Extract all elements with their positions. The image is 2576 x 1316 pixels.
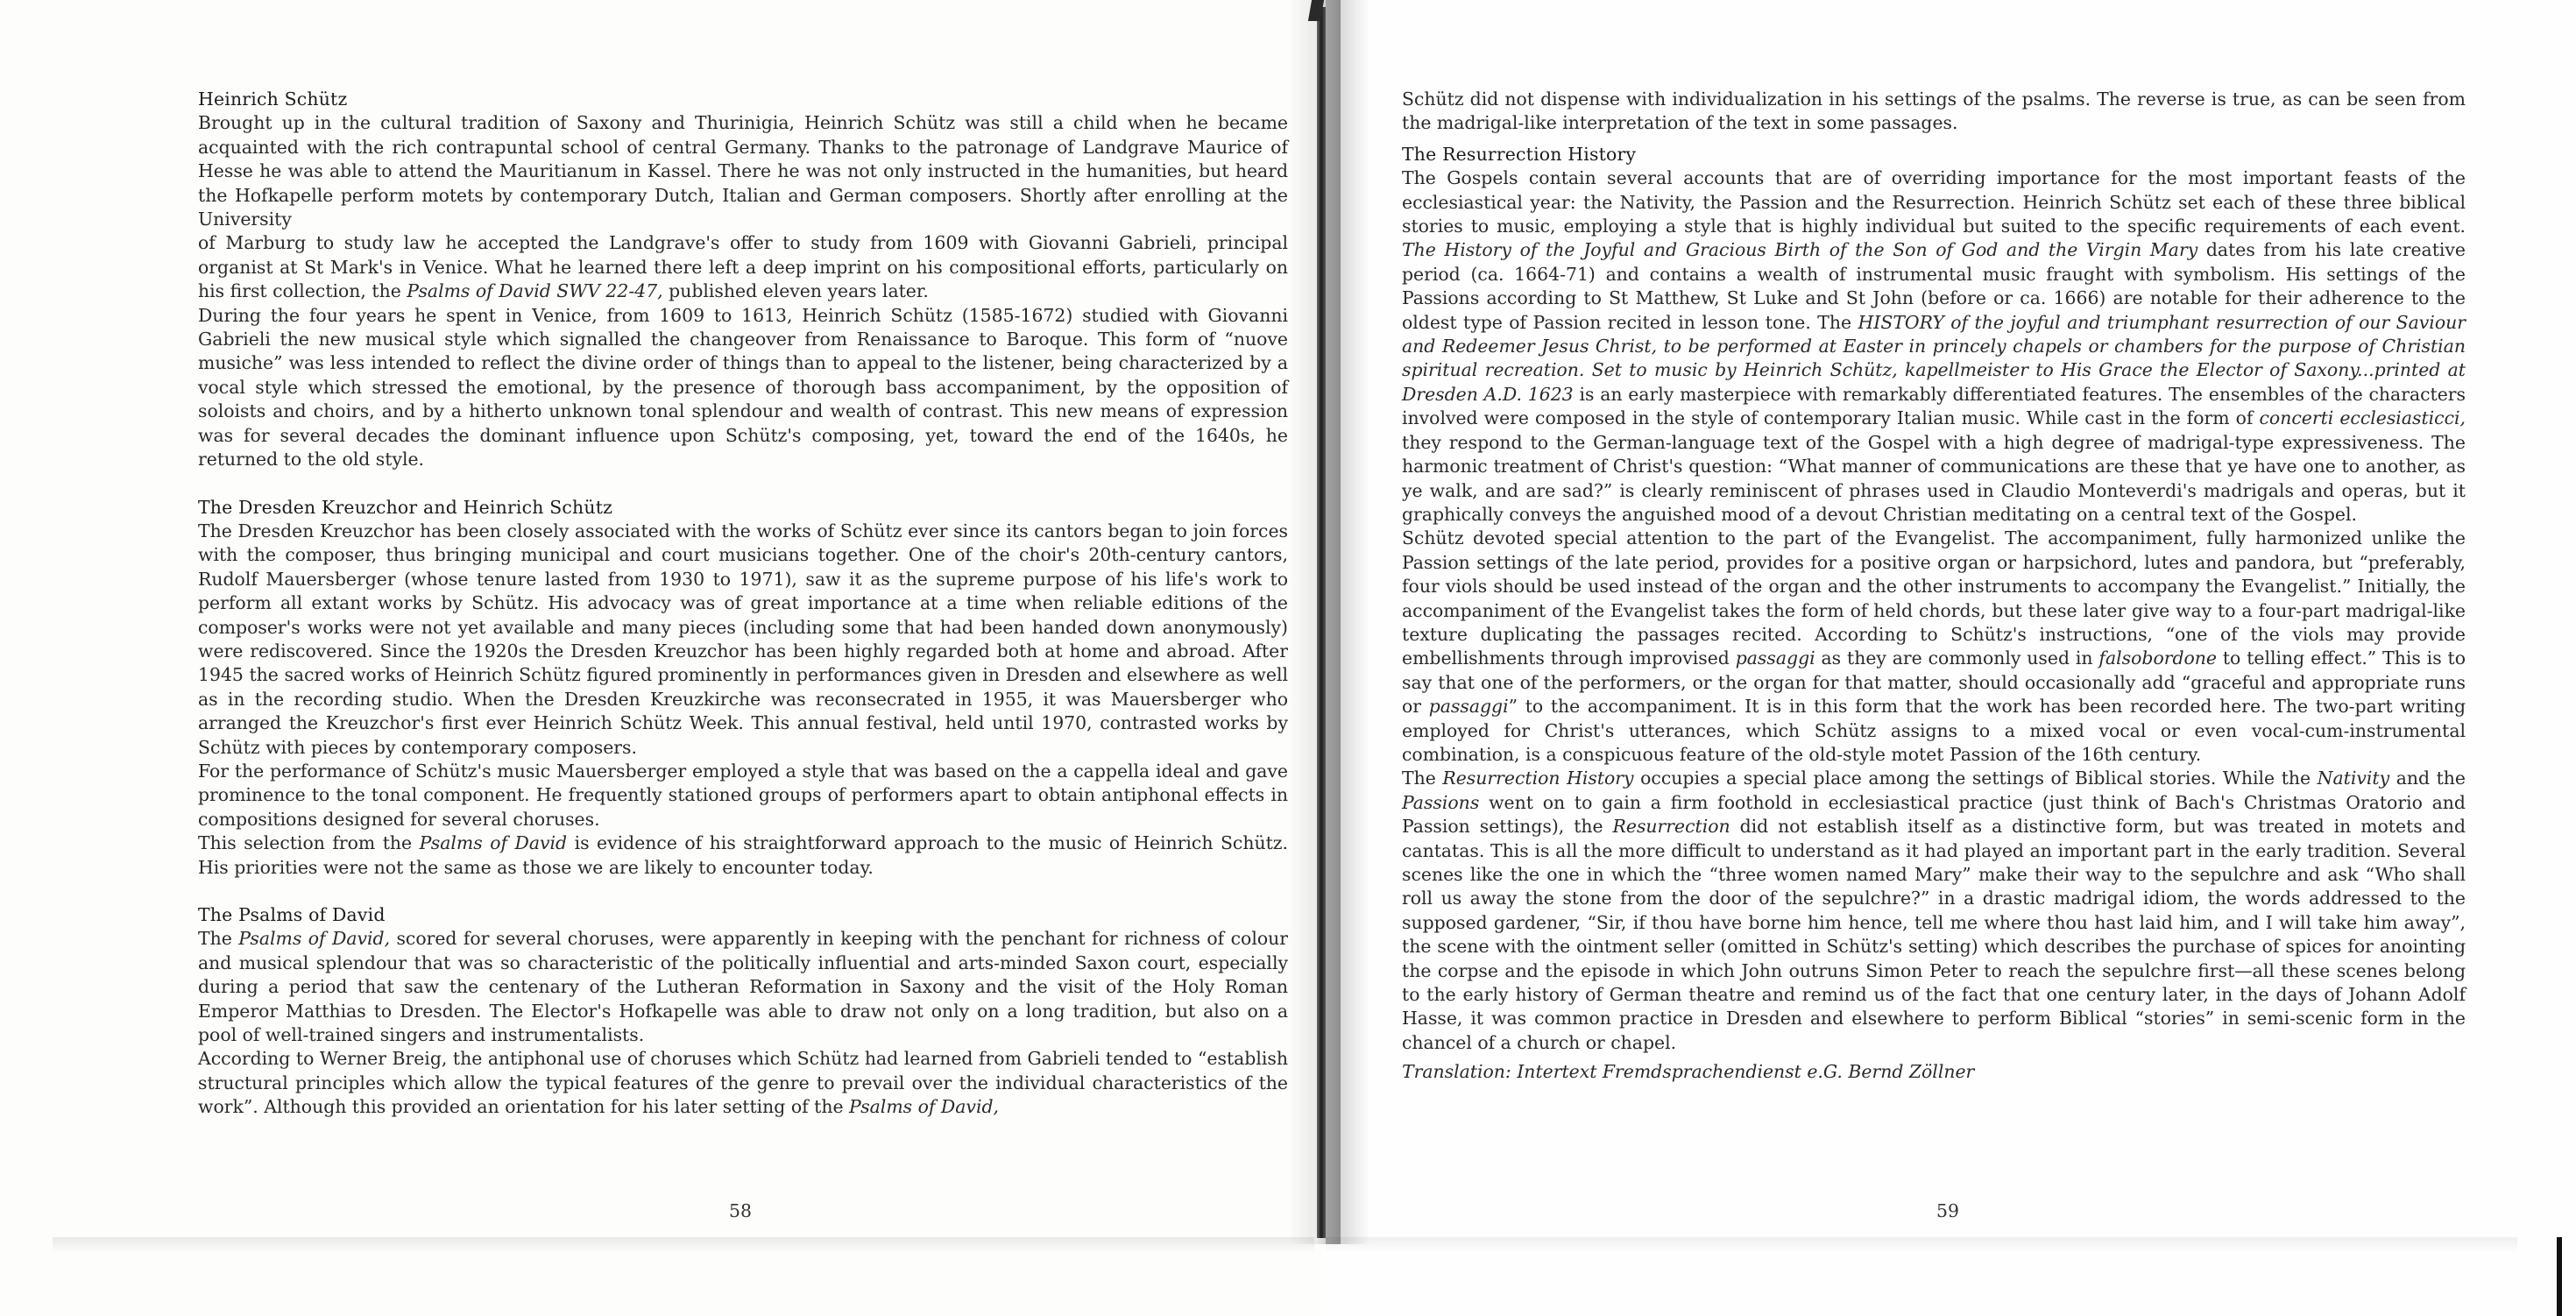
left-text-column — [198, 88, 1288, 1120]
heading-heinrich-schutz: Heinrich Schütz — [198, 88, 348, 110]
paragraph: For the performance of Schütz's music Mauersberger employed a style that was based on the a cappella ideal and gave prominence to the tonal component. He frequently stationed groups of performers apart to obtain antiphonal effects in compositions designed for several choruses. — [198, 760, 1288, 830]
paragraph: Schütz did not dispense with individualization in his settings of the psalms. The reverse is true, as can be seen from the madrigal-like interpretation of the text in some passages. — [1402, 88, 2466, 134]
paragraph: According to Werner Breig, the antiphonal use of choruses which Schütz had learned from Gabrieli tended to “establish structural principles which allow the typical features of the genre to prevail over the individual characteristics of the work”. Although this provided an orientation for his later setting of the Psalms of David, — [198, 1048, 1288, 1118]
right-page — [1321, 0, 2576, 1316]
right-text-column — [1402, 88, 2466, 1085]
book-spine — [1317, 7, 1326, 1238]
heading-dresden-kreuzchor: The Dresden Kreuzchor and Heinrich Schütz — [198, 496, 613, 518]
page-edge-left — [53, 1237, 1314, 1253]
page-number-right: 59 — [1936, 1200, 1959, 1221]
page-edge-right — [1326, 1237, 2517, 1253]
page-number-left: 58 — [729, 1200, 752, 1221]
scan-edge-mark — [2557, 1237, 2562, 1316]
paragraph: The Psalms of David, scored for several choruses, were apparently in keeping with the penchant for richness of colour and musical splendour that was so characteristic of the politically influential and arts-minded Saxon court, especially during a period that saw the centenary of the Lutheran Reformation in Saxony and the visit of the Holy Roman Emperor Matthias to Dresden. The Elector's Hofkapelle was able to draw not only on a long tradition, but also on a pool of well-trained singers and instrumentalists. — [198, 928, 1288, 1046]
heading-resurrection-history: The Resurrection History — [1402, 143, 1637, 165]
paragraph: During the four years he spent in Venice, from 1609 to 1613, Heinrich Schütz (1585-1672) studied with Giovanni Gabrieli the new musical style which signalled the changeover from Renaissance to Baroque. This form of “nuove musiche” was less intended to reflect the divine order of things than to appeal to the listener, being characterized by a vocal style which stressed the emotional, by the presence of thorough bass accompaniment, by the opposition of soloists and choirs, and by a hitherto unknown tonal splendour and wealth of contrast. This new means of expression was for several decades the dominant influence upon Schütz's composing, yet, toward the end of the 1640s, he returned to the old style. — [198, 304, 1288, 471]
paragraph: The Gospels contain several accounts that are of overriding importance for the most important feasts of the ecclesiastical year: the Nativity, the Passion and the Resurrection. Heinrich Schütz set each of these three biblical stories to music, employing a style that is highly individual but suited to the specific requirements of each event. The History of the Joyful and Gracious Birth of the Son of God and the Virgin Mary dates from his late creative period (ca. 1664-71) and contains a wealth of instrumental music fraught with symbolism. His settings of the Passions according to St Matthew, St Luke and St John (before or ca. 1666) are notable for their adherence to the oldest type of Passion recited in lesson tone. The HISTORY of the joyful and triumphant resurrection of our Saviour and Redeemer Jesus Christ, to be performed at Easter in princely chapels or chambers for the purpose of Christian spiritual recreation. Set to music by Heinrich Schütz, kapellmeister to His Grace the Elector of Saxony...printed at Dresden A.D. 1623 is an early masterpiece with remarkably differentiated features. The ensembles of the characters involved were composed in the style of contemporary Italian music. While cast in the form of concerti ecclesiasticci, they respond to the German-language text of the Gospel with a high degree of madrigal-type expressiveness. The harmonic treatment of Christ's question: “What manner of communications are these that ye have one to another, as ye walk, and are sad?” is clearly reminiscent of phrases used in Claudio Monteverdi's madrigals and operas, but it graphically conveys the anguished mood of a devout Christian meditating on a central text of the Gospel. — [1402, 167, 2466, 525]
paragraph: The Resurrection History occupies a special place among the settings of Biblical stories. While the Nativity and the Passions went on to gain a firm foothold in ecclesiastical practice (just think of Bach's Christmas Oratorio and Passion settings), the Resurrection did not establish itself as a distinctive form, but was treated in motets and cantatas. This is all the more difficult to understand as it had played an important part in the early tradition. Several scenes like the one in which the “three women named Mary” make their way to the sepulchre and ask “Who shall roll us away the stone from the door of the sepulchre?” in a drastic madrigal idiom, the words addressed to the supposed gardener, “Sir, if thou have borne him hence, tell me where thou hast laid him, and I will take him away”, the scene with the ointment seller (omitted in Schütz's setting) which describes the purchase of spices for anointing the corpse and the episode in which John outruns Simon Peter to reach the sepulchre first—all these scenes belong to the early history of German theatre and remind us of the fact that one century later, in the days of Johann Adolf Hasse, it was common practice in Dresden and elsewhere to perform Biblical “stories” in semi-scenic form in the chancel of a church or chapel. — [1402, 768, 2466, 1053]
gutter-shadow-right — [1326, 0, 1369, 1244]
paragraph: Brought up in the cultural tradition of Saxony and Thurinigia, Heinrich Schütz was still a child when he became acquainted with the rich contrapuntal school of central Germany. Thanks to the patronage of Landgrave Maurice of Hesse he was able to attend the Mauritianum in Kassel. There he was not only instructed in the humanities, but heard the Hofkapelle perform motets by contemporary Dutch, Italian and German composers. Shortly after enrolling at the University — [198, 112, 1288, 230]
heading-psalms-of-david: The Psalms of David — [198, 904, 386, 925]
paragraph: The Dresden Kreuzchor has been closely associated with the works of Schütz ever since its cantors began to join forces with the composer, thus bringing municipal and court musicians together. One of the choir's 20th-century cantors, Rudolf Mauersberger (whose tenure lasted from 1930 to 1971), saw it as the supreme purpose of his life's work to perform all extant works by Schütz. His advocacy was of great importance at a time when reliable editions of the composer's works were not yet available and many pieces (including some that had been handed down anonymously) were rediscovered. Since the 1920s the Dresden Kreuzchor has been highly regarded both at home and abroad. After 1945 the sacred works of Heinrich Schütz figured prominently in performances given in Dresden and elsewhere as well as in the recording studio. When the Dresden Kreuzkirche was reconsecrated in 1955, it was Mauersberger who arranged the Kreuzchor's first ever Heinrich Schütz Week. This annual festival, held until 1970, contrasted works by Schütz with pieces by contemporary composers. — [198, 520, 1288, 758]
paragraph: Schütz devoted special attention to the part of the Evangelist. The accompaniment, fully harmonized unlike the Passion settings of the late period, provides for a positive organ or harpsichord, lutes and pandora, but “preferably, four viols should be used instead of the organ and the other instruments to accompany the Evangelist.” Initially, the accompaniment of the Evangelist takes the form of held chords, but these later give way to a four-part madrigal-like texture duplicating the passages recited. According to Schütz's instructions, “one of the viols may provide embellishments through improvised passaggi as they are commonly used in falsobordone to telling effect.” This is to say that one of the performers, or the organ for that matter, should occasionally add “graceful and appropriate runs or passaggi” to the accompaniment. It is in this form that the work has been recorded here. The two-part writing employed for Christ's utterances, which Schütz assigns to a mixed vocal or even vocal-cum-instrumental combination, is a conspicuous feature of the old-style motet Passion of the 16th century. — [1402, 527, 2466, 765]
paragraph: This selection from the Psalms of David is evidence of his straightforward approach to the music of Heinrich Schütz. His priorities were not the same as those we are likely to encounter today. — [198, 832, 1289, 878]
translation-credit: Translation: Intertext Fremdsprachendienst e.G. Bernd Zöllner — [1402, 1061, 1975, 1083]
paragraph: of Marburg to study law he accepted the Landgrave's offer to study from 1609 with Giovanni Gabrieli, principal organist at St Mark's in Venice. What he learned there left a deep imprint on his compositional efforts, particularly on his first collection, the Psalms of David SWV 22-47, published eleven years later. — [198, 232, 1288, 302]
